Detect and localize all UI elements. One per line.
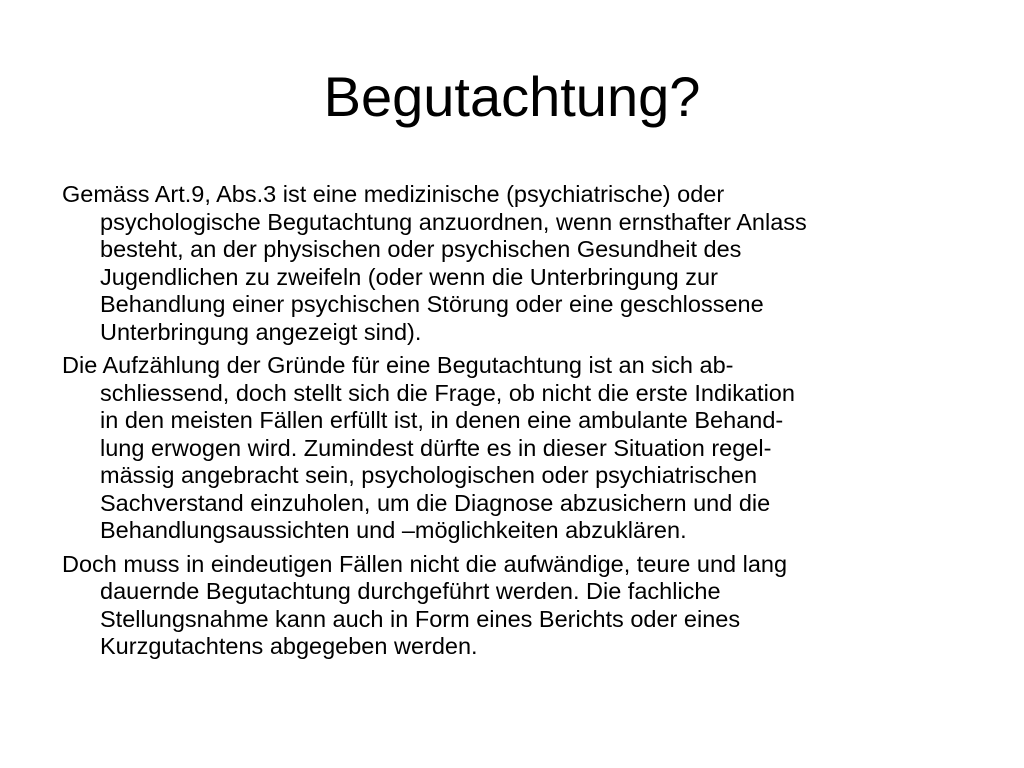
paragraph-3-line-2: dauernde Begutachtung durchgeführt werden. Die fachliche (100, 578, 721, 604)
paragraph-2-line-6: Sachverstand einzuholen, um die Diagnose abzusichern und die (100, 489, 771, 516)
paragraph-2-line-4: lung erwogen wird. Zumindest dürfte es in dieser Situation regel- (100, 434, 772, 461)
paragraph-3 (62, 551, 962, 661)
paragraph-2-line-3: in den meisten Fällen erfüllt ist, in denen eine ambulante Behand- (100, 407, 784, 433)
paragraph-3-line-4: Kurzgutachtens abgegeben werden. (100, 633, 478, 659)
paragraph-2-line-1: Die Aufzählung der Gründe für eine Begutachtung ist an sich ab- (62, 352, 734, 378)
paragraph-3-line-1: Doch muss in eindeutigen Fällen nicht die aufwändige, teure und lang (62, 550, 788, 577)
slide-body (62, 181, 962, 667)
slide-title: Begutachtung? (323, 65, 701, 128)
paragraph-1-line-6: Unterbringung angezeigt sind). (100, 318, 422, 345)
paragraph-2-line-7: Behandlungsaussichten und –möglichkeiten abzuklären. (100, 517, 687, 543)
paragraph-1-line-5: Behandlung einer psychischen Störung oder eine geschlossene (100, 291, 764, 317)
paragraph-2-line-5: mässig angebracht sein, psychologischen oder psychiatrischen (100, 462, 758, 488)
paragraph-1-line-1: Gemäss Art.9, Abs.3 ist eine medizinische (psychiatrische) oder (62, 181, 725, 207)
paragraph-2 (62, 352, 962, 545)
paragraph-1 (62, 181, 962, 346)
paragraph-2-line-2: schliessend, doch stellt sich die Frage, ob nicht die erste Indikation (100, 379, 795, 406)
paragraph-1-line-3: besteht, an der physischen oder psychischen Gesundheit des (100, 236, 742, 262)
paragraph-3-line-3: Stellungsnahme kann auch in Form eines Berichts oder eines (100, 605, 741, 632)
paragraph-1-line-4: Jugendlichen zu zweifeln (oder wenn die Unterbringung zur (100, 263, 718, 290)
paragraph-1-line-2: psychologische Begutachtung anzuordnen, wenn ernsthafter Anlass (100, 208, 807, 235)
